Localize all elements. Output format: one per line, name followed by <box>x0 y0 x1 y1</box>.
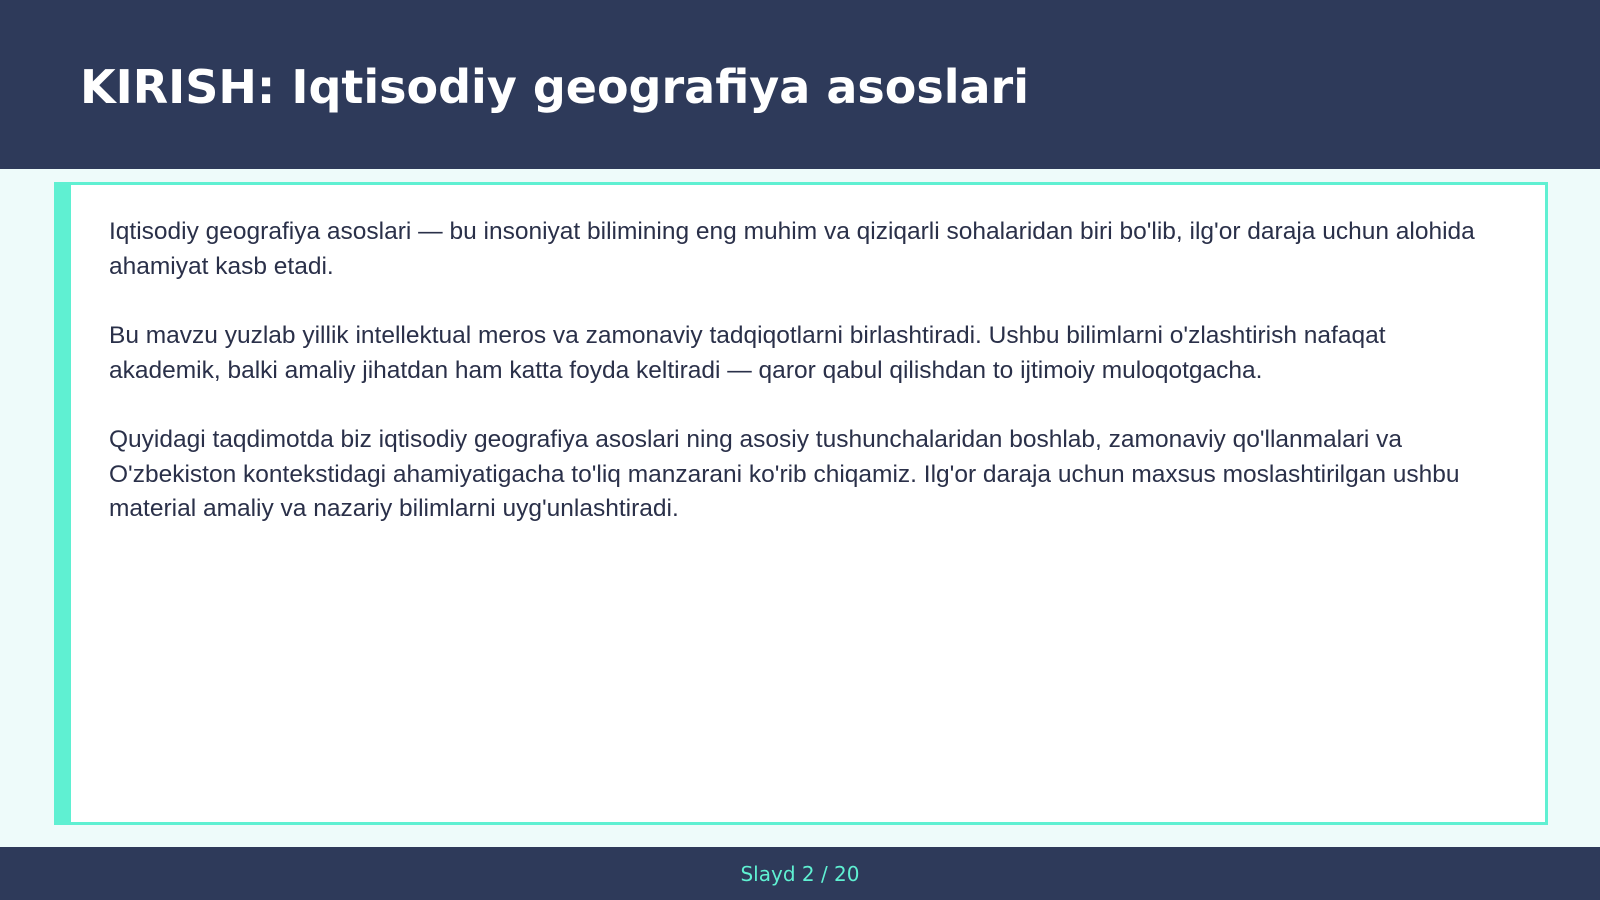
content-text <box>109 215 1499 562</box>
slide-footer <box>0 847 1600 900</box>
paragraph-overview: Quyidagi taqdimotda biz iqtisodiy geografiya asoslari ning asosiy tushunchalaridan boshlab, zamonaviy qo'llanmalari va O'zbekiston kontekstidagi ahamiyatigacha to'liq manzarani ko'rib chiqamiz. Ilg'or daraja uchun maxsus moslashtirilgan ushbu material amaliy va nazariy bilimlarni uyg'unlashtiradi. <box>109 426 1460 522</box>
slide-title: KIRISH: Iqtisodiy geografiya asoslari <box>80 60 1029 114</box>
paragraph-intro: Iqtisodiy geografiya asoslari — bu insoniyat bilimining eng muhim va qiziqarli sohalaridan biri bo'lib, ilg'or daraja uchun alohida ahamiyat kasb etadi. <box>109 218 1475 280</box>
content-panel <box>54 182 1548 825</box>
slide-header <box>0 0 1600 169</box>
paragraph-heritage: Bu mavzu yuzlab yillik intellektual meros va zamonaviy tadqiqotlarni birlashtiradi. Ushbu bilimlarni o'zlashtirish nafaqat akademik, balki amaliy jihatdan ham katta foyda keltiradi — qaror qabul qilishdan to ijtimoiy muloqotgacha. <box>109 322 1386 384</box>
slide-counter: Slayd 2 / 20 <box>740 861 860 886</box>
